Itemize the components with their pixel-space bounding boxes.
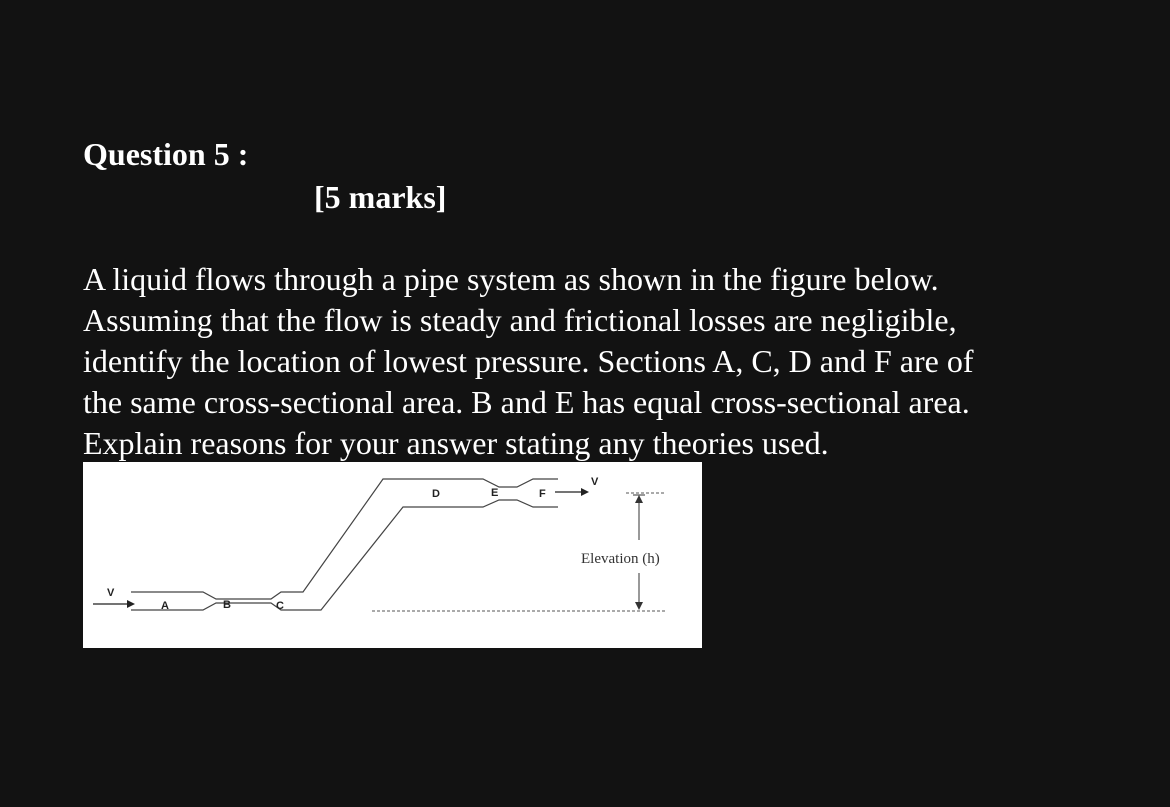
question-title: Question 5 : [83,136,249,172]
label-c: C [276,600,284,612]
question-line-2: Assuming that the flow is steady and frictional losses are negligible, [83,302,957,338]
label-f: F [539,488,546,500]
label-elevation: Elevation (h) [581,551,660,567]
question-line-4: the same cross-sectional area. B and E has equal cross-sectional area. [83,384,970,420]
label-a: A [161,600,169,612]
question-line-1: A liquid flows through a pipe system as shown in the figure below. [83,261,939,297]
question-text [83,259,1123,464]
question-marks: [5 marks] [314,179,447,215]
question-line-5: Explain reasons for your answer stating any theories used. [83,425,829,461]
pipe-system-figure [83,462,702,648]
label-b: B [223,599,231,611]
inlet-arrow-head [127,600,135,608]
pipe-system-diagram [83,462,702,648]
label-v-in: V [107,587,115,599]
outlet-arrow-head [581,488,589,496]
question-line-3: identify the location of lowest pressure. Sections A, C, D and F are of [83,343,974,379]
pipe-lower-wall [131,500,558,610]
elevation-arrow-up-head [635,495,643,503]
label-e: E [491,487,499,499]
label-v-out: V [591,476,599,488]
label-d: D [432,488,440,500]
elevation-arrow-down-head [635,602,643,610]
